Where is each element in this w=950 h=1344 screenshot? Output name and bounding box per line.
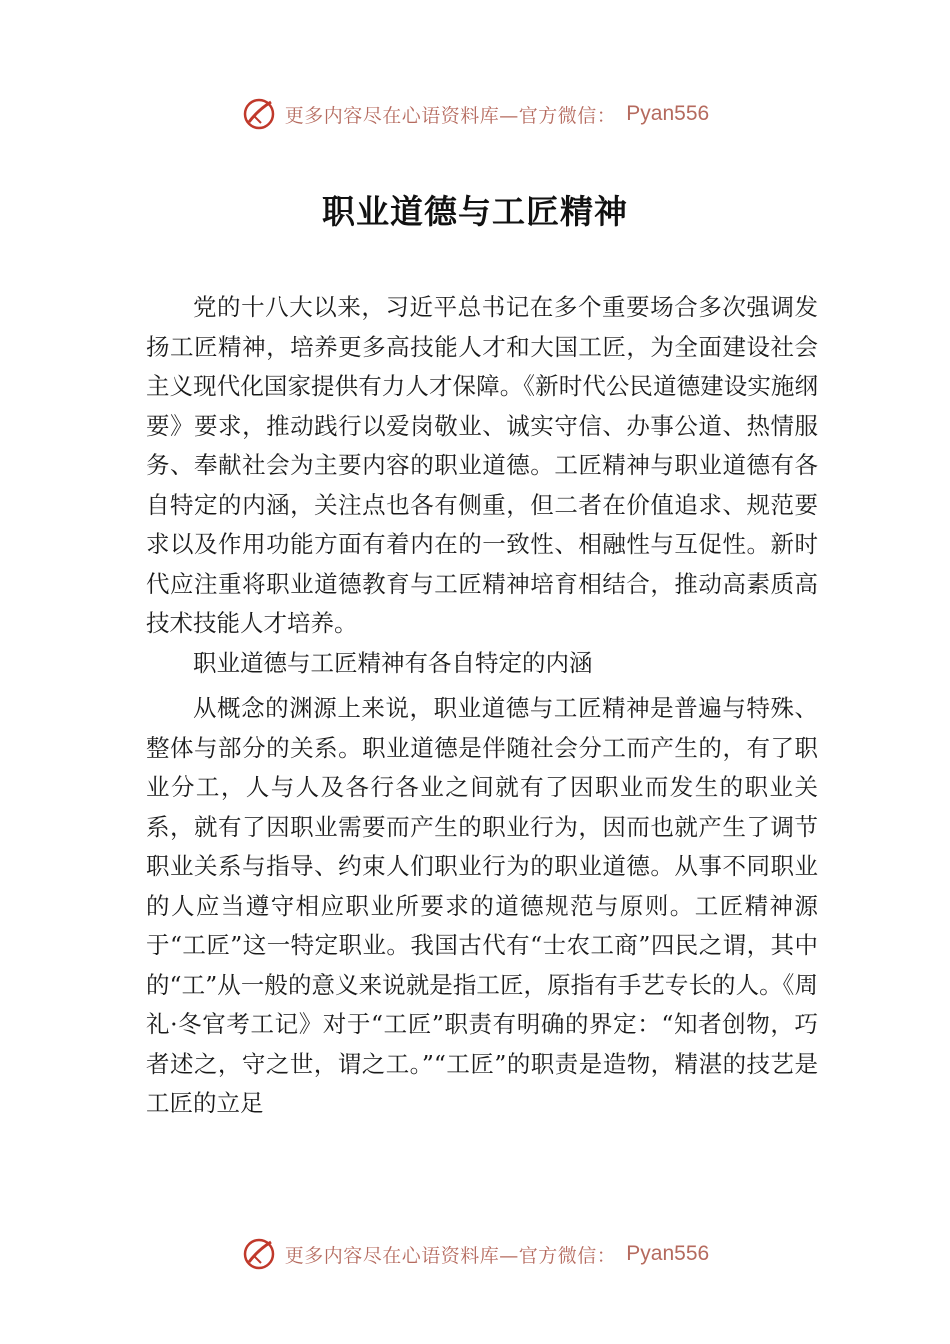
watermark-footer: [0, 1234, 950, 1274]
logo-icon: [241, 96, 277, 132]
paragraph: 从概念的渊源上来说，职业道德与工匠精神是普遍与特殊、整体与部分的关系。职业道德是伴随社会分工而产生的，有了职业分工，人与人及各行各业之间就有了因职业而发生的职业关系，就有了因职业需要而产生的职业行为，因而也就产生了调节职业关系与指导、约束人们职业行为的职业道德。从事不同职业的人应当遵守相应职业所要求的道德规范与原则。工匠精神源于“工匠”这一特定职业。我国古代有“士农工商”四民之谓，其中的“工”从一般的意义来说就是指工匠，原指有手艺专长的人。《周礼·冬官考工记》对于“工匠”职责有明确的界定：“知者创物，巧者述之，守之世，谓之工。”“工匠”的职责是造物，精湛的技艺是工匠的立足: [146, 694, 818, 1117]
watermark-text: 更多内容尽在心语资料库—官方微信：: [284, 104, 617, 127]
logo-icon: [241, 1236, 277, 1272]
watermark-header: [0, 94, 950, 134]
paragraph: 党的十八大以来，习近平总书记在多个重要场合多次强调发扬工匠精神，培养更多高技能人才和大国工匠，为全面建设社会主义现代化国家提供有力人才保障。《新时代公民道德建设实施纲要》要求，推动践行以爱岗敬业、诚实守信、办事公道、热情服务、奉献社会为主要内容的职业道德。工匠精神与职业道德有各自特定的内涵，关注点也各有侧重，但二者在价值追求、规范要求以及作用功能方面有着内在的一致性、相融性与互促性。新时代应注重将职业道德教育与工匠精神培育相结合，推动高素质高技术技能人才培养。: [146, 293, 818, 637]
article-body: [146, 288, 818, 1124]
section-heading: 职业道德与工匠精神有各自特定的内涵: [193, 648, 593, 677]
watermark-wechat: Pyan556: [626, 1242, 710, 1265]
watermark-wechat: Pyan556: [626, 102, 710, 125]
watermark-text: 更多内容尽在心语资料库—官方微信：: [284, 1244, 617, 1267]
page-title: 职业道德与工匠精神: [322, 192, 628, 231]
